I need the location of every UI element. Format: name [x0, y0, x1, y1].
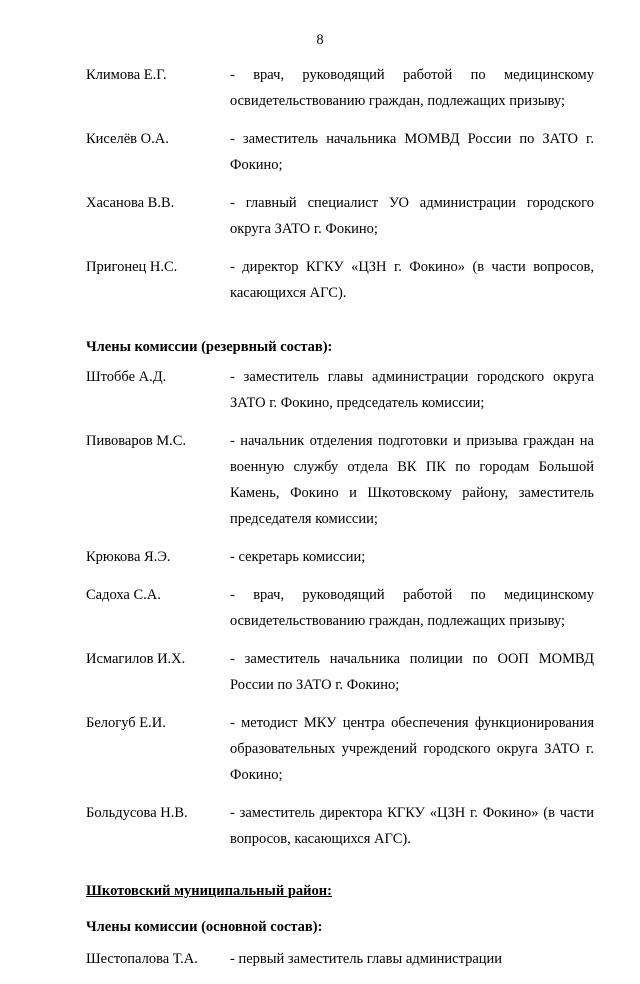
- member-row: [86, 62, 594, 114]
- member-name: Белогуб Е.И.: [86, 715, 166, 731]
- member-row: [86, 364, 594, 416]
- member-row: [86, 800, 594, 852]
- main-composition-heading: Члены комиссии (основной состав):: [86, 919, 323, 935]
- member-row: [86, 190, 594, 242]
- member-name: Хасанова В.В.: [86, 195, 175, 211]
- member-name: Больдусова Н.В.: [86, 805, 188, 821]
- member-role: - секретарь комиссии;: [230, 549, 366, 565]
- page-number: 8: [316, 32, 324, 48]
- member-role: - врач, руководящий работой по медицинскому освидетельствованию граждан, подлежащих призыву;: [230, 587, 594, 629]
- member-name: Шестопалова Т.А.: [86, 951, 198, 967]
- commission-members-block-1: [86, 62, 594, 306]
- member-role: - директор КГКУ «ЦЗН г. Фокино» (в части вопросов, касающихся АГС).: [230, 259, 594, 301]
- member-row: [86, 428, 594, 532]
- district-heading: Шкотовский муниципальный район:: [86, 883, 332, 899]
- member-role: - начальник отделения подготовки и призыва граждан на военную службу отдела ВК ПК по городам Большой Камень, Фокино и Шкотовскому району, заместитель председателя комиссии;: [230, 433, 594, 527]
- member-name: Исмагилов И.Х.: [86, 651, 186, 667]
- member-row: [86, 254, 594, 306]
- member-name: Пригонец Н.С.: [86, 259, 178, 275]
- member-name: Крюкова Я.Э.: [86, 549, 171, 565]
- member-row: [86, 126, 594, 178]
- member-role: - методист МКУ центра обеспечения функционирования образовательных учреждений городского округа ЗАТО г. Фокино;: [230, 715, 594, 783]
- member-role: - заместитель главы администрации городского округа ЗАТО г. Фокино, председатель комиссии;: [230, 369, 594, 411]
- member-role: - врач, руководящий работой по медицинскому освидетельствованию граждан, подлежащих призыву;: [230, 67, 594, 109]
- reserve-composition-heading: Члены комиссии (резервный состав):: [86, 339, 333, 355]
- member-row: [86, 646, 594, 698]
- commission-members-block-3: [86, 946, 594, 972]
- member-name: Климова Е.Г.: [86, 67, 167, 83]
- member-role: - первый заместитель главы администрации: [230, 951, 503, 967]
- member-name: Садоха С.А.: [86, 587, 161, 603]
- member-role: - заместитель директора КГКУ «ЦЗН г. Фокино» (в части вопросов, касающихся АГС).: [230, 805, 594, 847]
- member-row: [86, 710, 594, 788]
- member-row: [86, 544, 594, 570]
- member-role: - заместитель начальника полиции по ООП МОМВД России по ЗАТО г. Фокино;: [230, 651, 594, 693]
- member-name: Киселёв О.А.: [86, 131, 169, 147]
- member-row: [86, 946, 594, 972]
- member-name: Пивоваров М.С.: [86, 433, 187, 449]
- member-role: - главный специалист УО администрации городского округа ЗАТО г. Фокино;: [230, 195, 594, 237]
- commission-members-block-2: [86, 364, 594, 852]
- document-body: [86, 62, 594, 984]
- member-name: Штоббе А.Д.: [86, 369, 167, 385]
- member-row: [86, 582, 594, 634]
- member-role: - заместитель начальника МОМВД России по ЗАТО г. Фокино;: [230, 131, 594, 173]
